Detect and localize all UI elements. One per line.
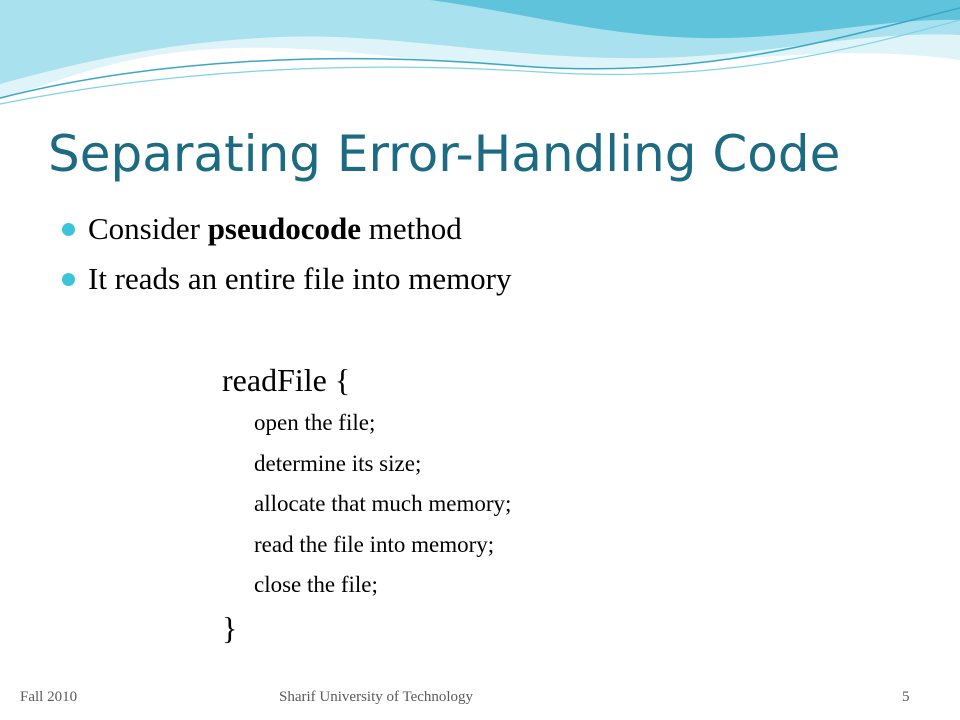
bullet-list (62, 206, 922, 306)
footer-page-number: 5 (902, 689, 910, 705)
code-body (254, 403, 511, 606)
bullet-text-bold: pseudocode (207, 211, 361, 246)
code-line: read the file into memory; (254, 531, 495, 557)
footer-date: Fall 2010 (20, 689, 78, 705)
slide-title: Separating Error-Handling Code (48, 125, 841, 183)
header-wave-decoration (0, 0, 960, 120)
footer-organization: Sharif University of Technology (279, 689, 474, 705)
code-line: allocate that much memory; (254, 491, 512, 516)
bullet-item (62, 256, 922, 306)
code-line: close the file; (254, 572, 378, 597)
bullet-dot-icon (62, 223, 75, 236)
code-line: determine its size; (254, 450, 422, 476)
bullet-text: It reads an entire file into memory (88, 261, 512, 296)
code-closing-brace: } (222, 610, 238, 646)
code-line: open the file; (254, 410, 376, 435)
bullet-item (62, 206, 922, 256)
code-header: readFile { (222, 362, 351, 398)
bullet-text-after: method (361, 211, 462, 246)
bullet-dot-icon (62, 273, 75, 286)
bullet-text-before: Consider (88, 211, 208, 246)
